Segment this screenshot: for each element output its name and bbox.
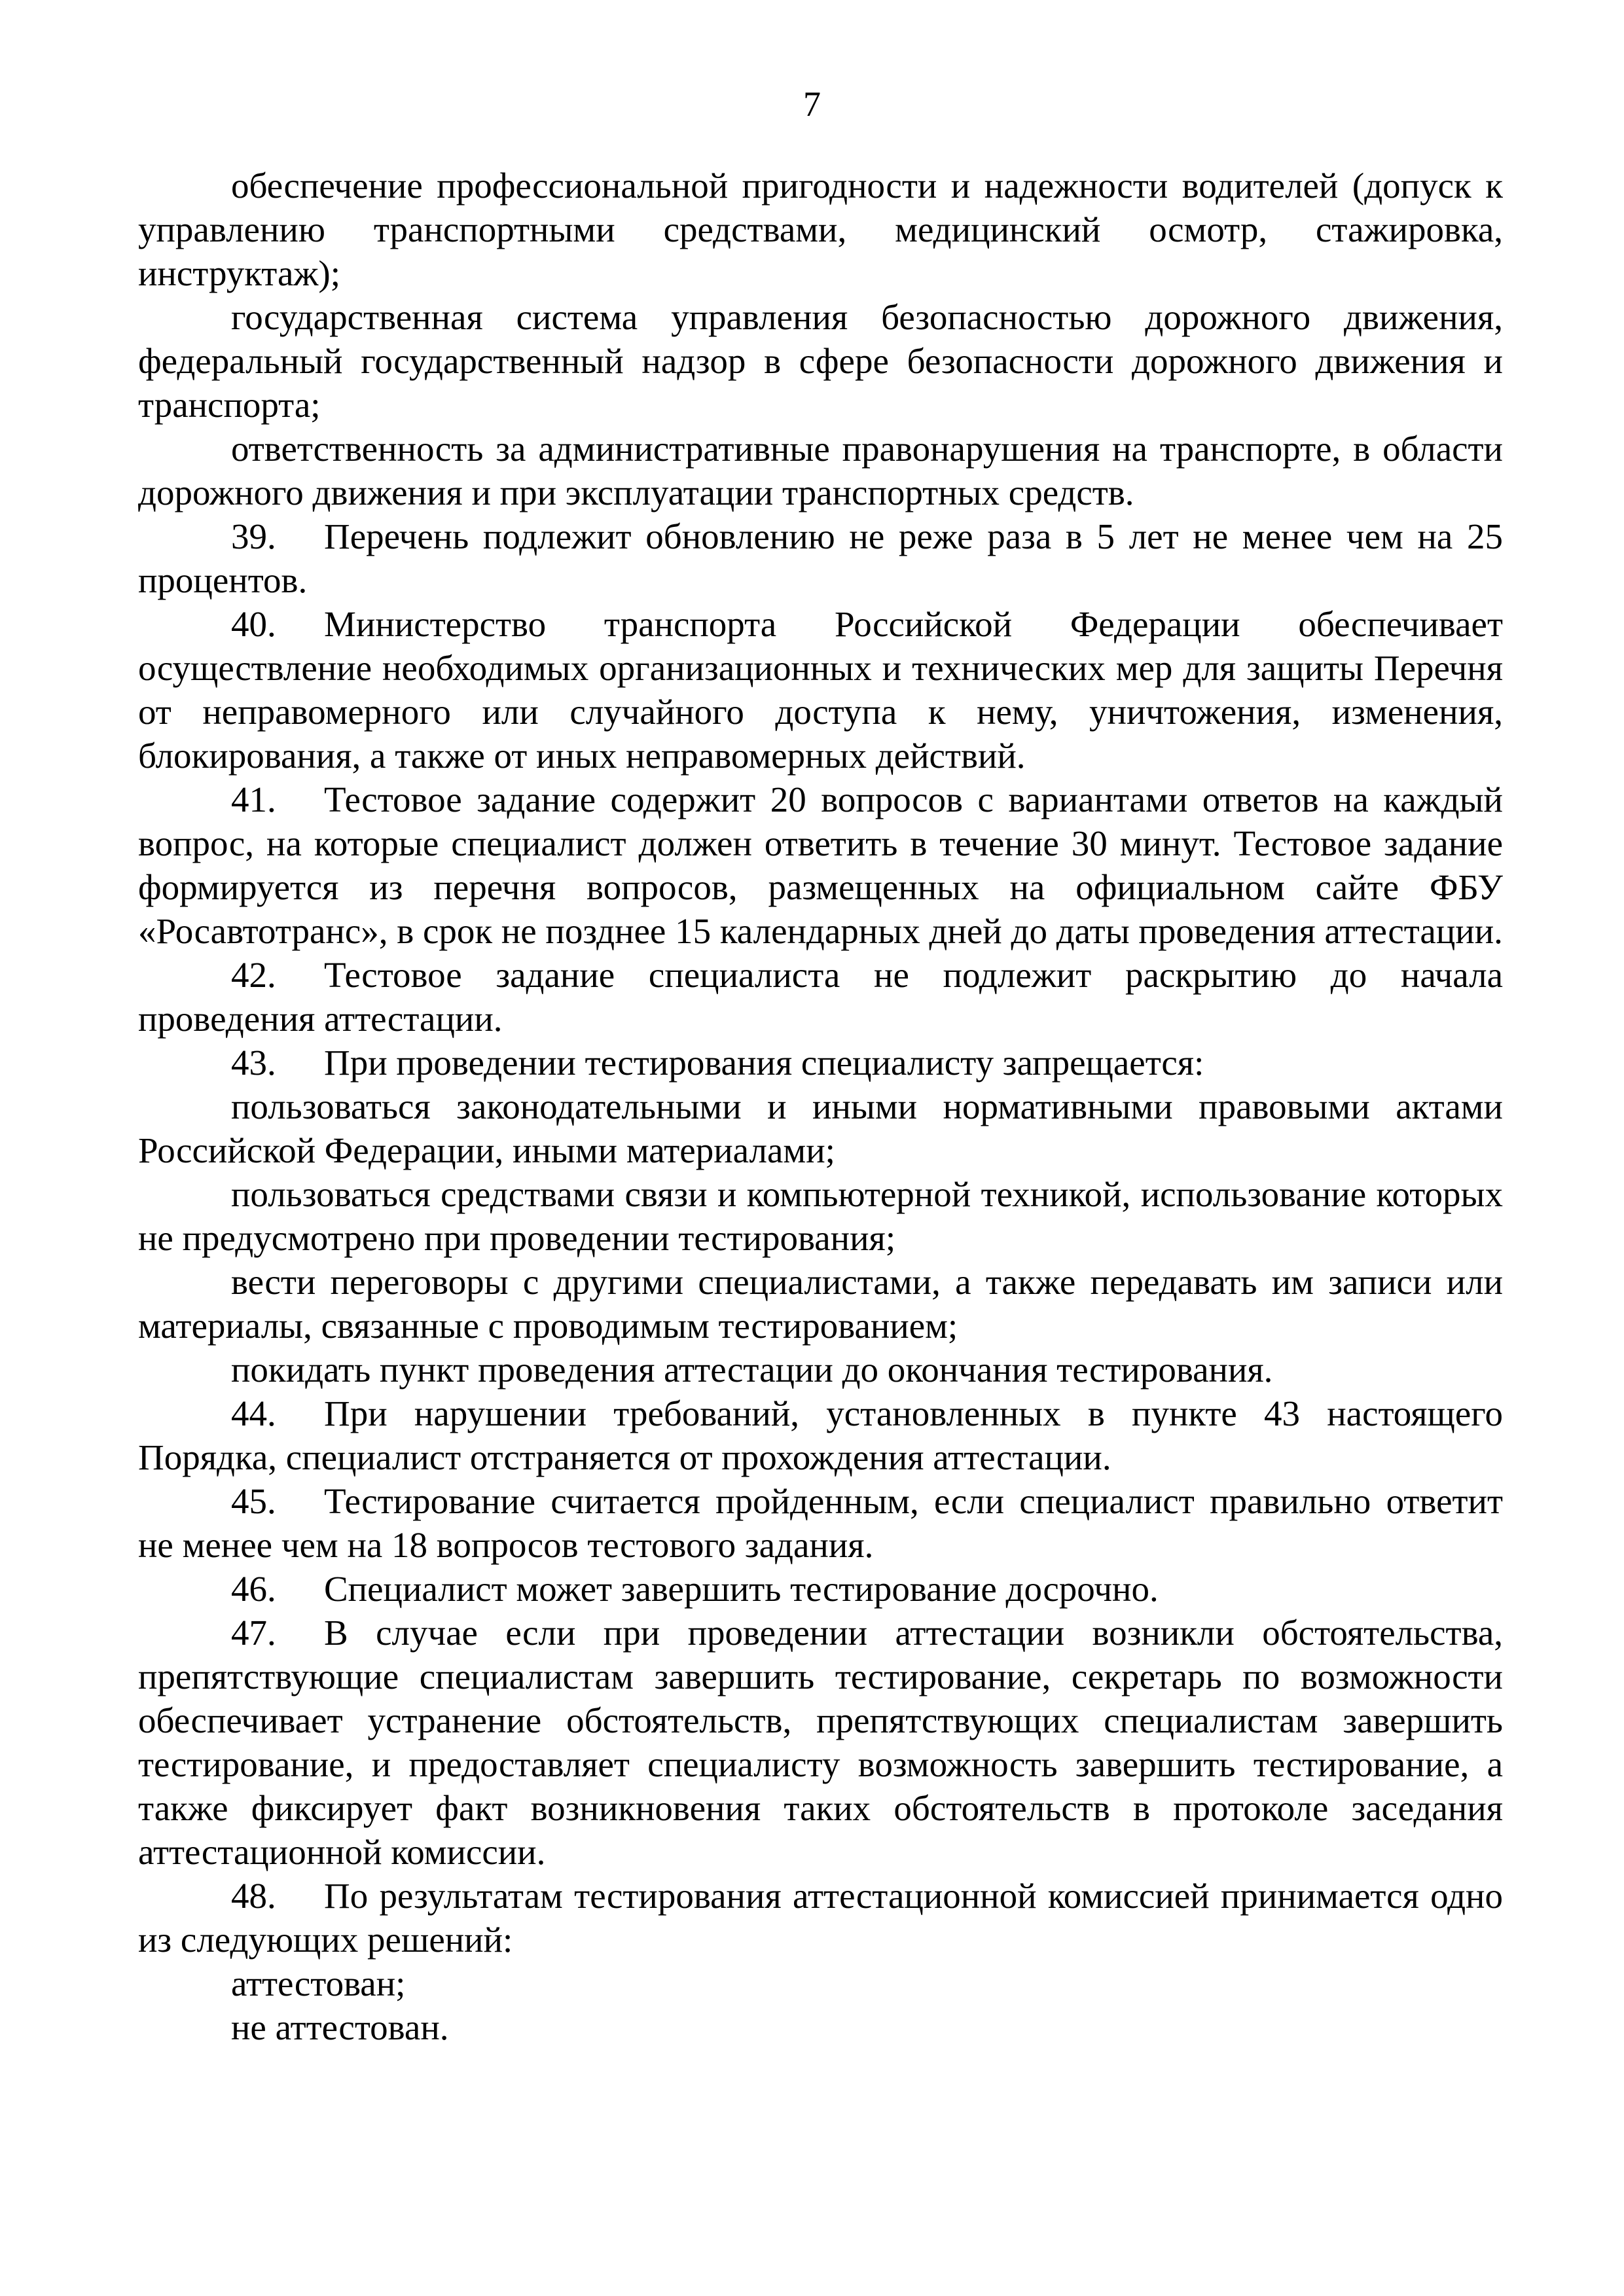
clause-42 [138, 953, 1503, 1041]
clause-44 [138, 1391, 1503, 1479]
clause-text: Тестовое задание содержит 20 вопросов с вариантами ответов на каждый вопрос, на которые специалист должен ответить в течение 30 минут. Тестовое задание формируется из перечня вопросов, размещенных на официальном сайте ФБУ «Росавтотранс», в срок не позднее 15 календарных дней до даты проведения аттестации. [138, 780, 1503, 951]
decision-not-certified: не аттестован. [231, 2007, 449, 2047]
paragraph-state-system: государственная система управления безопасностью дорожного движения, федеральный государственный надзор в сфере безопасности дорожного движения и транспорта; [138, 297, 1503, 425]
clause-text: Министерство транспорта Российской Федерации обеспечивает осуществление необходимых организационных и технических мер для защиты Перечня от неправомерного или случайного доступа к нему, уничтожения, изменения, блокирования, а также от иных неправомерных действий. [138, 604, 1503, 776]
clause-39 [138, 514, 1503, 602]
clause-41 [138, 778, 1503, 953]
clause-text: Тестовое задание специалиста не подлежит раскрытию до начала проведения аттестации. [138, 955, 1503, 1039]
clause-number: 46. [231, 1569, 276, 1609]
clause-number: 41. [231, 780, 276, 819]
clause-48 [138, 1874, 1503, 1962]
clause-number: 47. [231, 1613, 276, 1653]
clause-43-item-communication: пользоваться средствами связи и компьютерной техникой, использование которых не предусмотрено при проведении тестирования; [138, 1174, 1503, 1258]
clause-43 [138, 1041, 1503, 1085]
clause-47 [138, 1611, 1503, 1874]
clause-43-item-leaving: покидать пункт проведения аттестации до окончания тестирования. [231, 1350, 1273, 1390]
clause-number: 40. [231, 604, 276, 644]
clause-text: Специалист может завершить тестирование досрочно. [324, 1569, 1159, 1609]
clause-43-item-legal-acts: пользоваться законодательными и иными нормативными правовыми актами Российской Федерации, иными материалами; [138, 1086, 1503, 1170]
paragraph-driver-fitness: обеспечение профессиональной пригодности и надежности водителей (допуск к управлению транспортными средствами, медицинский осмотр, стажировка, инструктаж); [138, 166, 1503, 293]
clause-number: 39. [231, 516, 276, 556]
page-number: 7 [803, 84, 821, 124]
clause-45 [138, 1479, 1503, 1567]
clause-number: 48. [231, 1876, 276, 1916]
clause-text: При нарушении требований, установленных в пункте 43 настоящего Порядка, специалист отстраняется от прохождения аттестации. [138, 1393, 1503, 1477]
clause-number: 43. [231, 1043, 276, 1083]
clause-text: В случае если при проведении аттестации возникли обстоятельства, препятствующие специалистам завершить тестирование, секретарь по возможности обеспечивает устранение обстоятельств, препятствующих специалистам завершить тестирование, и предоставляет специалисту возможность завершить тестирование, а также фиксирует факт возникновения таких обстоятельств в протоколе заседания аттестационной комиссии. [138, 1613, 1503, 1872]
clause-43-item-negotiations: вести переговоры с другими специалистами, а также передавать им записи или материалы, связанные с проводимым тестированием; [138, 1262, 1503, 1346]
clause-text: По результатам тестирования аттестационной комиссией принимается одно из следующих решений: [138, 1876, 1503, 1960]
document-body [138, 164, 1503, 2049]
clause-number: 42. [231, 955, 276, 995]
clause-46 [138, 1567, 1503, 1611]
clause-text: При проведении тестирования специалисту запрещается: [324, 1043, 1204, 1083]
paragraph-responsibility: ответственность за административные правонарушения на транспорте, в области дорожного движения и при эксплуатации транспортных средств. [138, 429, 1503, 512]
clause-text: Перечень подлежит обновлению не реже раза в 5 лет не менее чем на 25 процентов. [138, 516, 1503, 600]
clause-number: 45. [231, 1481, 276, 1521]
clause-text: Тестирование считается пройденным, если специалист правильно ответит не менее чем на 18 вопросов тестового задания. [138, 1481, 1503, 1565]
clause-40 [138, 602, 1503, 778]
clause-number: 44. [231, 1393, 276, 1433]
decision-certified: аттестован; [231, 1964, 406, 2003]
